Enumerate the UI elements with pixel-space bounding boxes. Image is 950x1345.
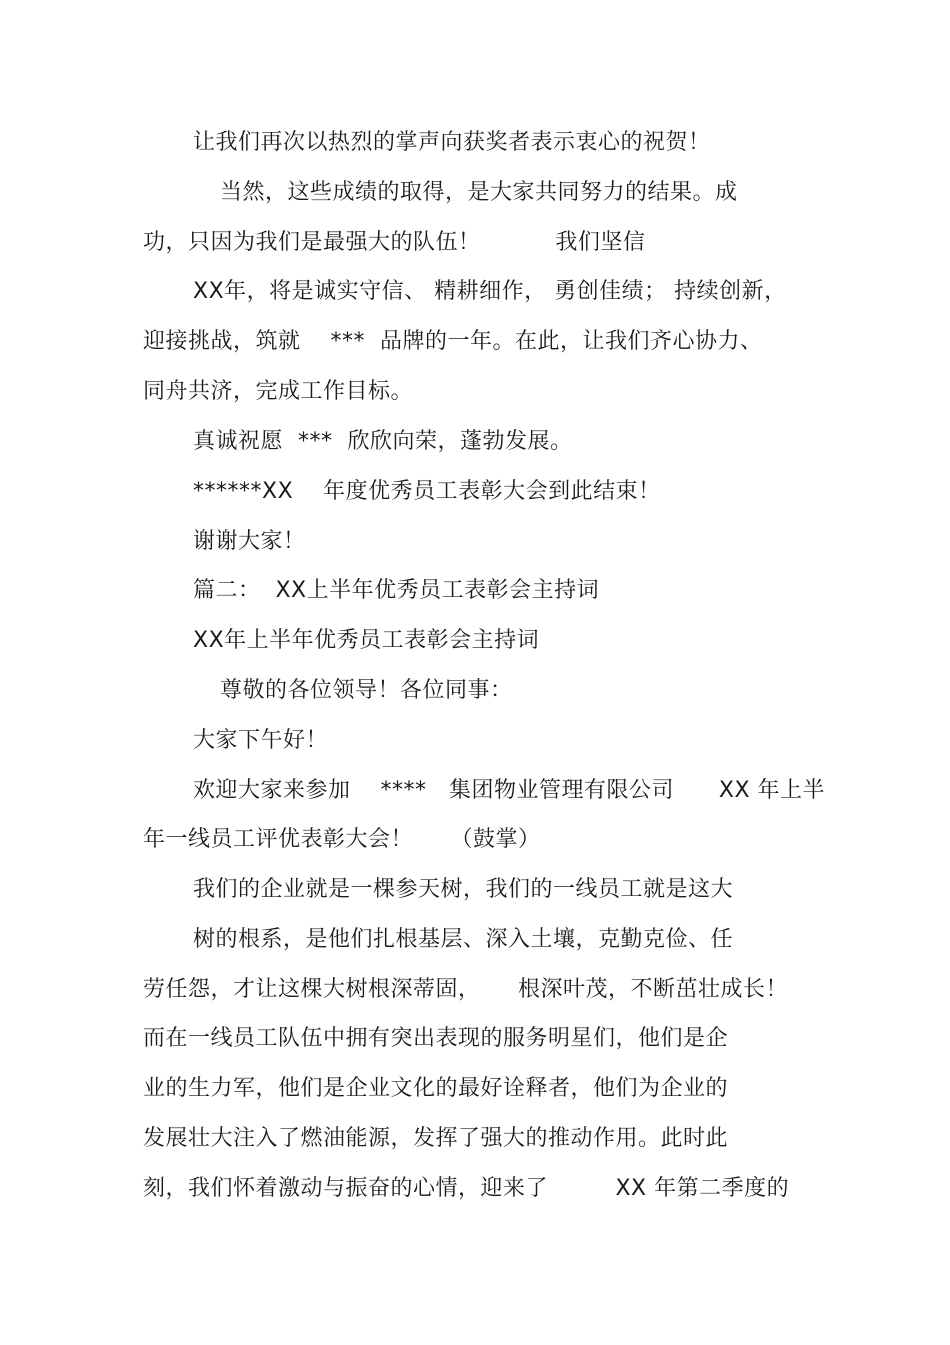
paragraph-line: XX年，将是诚实守信、 精耕细作， 勇创佳绩； 持续创新， [193,279,787,304]
paragraph-line: 同舟共济，完成工作目标。 [143,379,414,404]
paragraph-line: 谢谢大家！ [193,529,306,554]
paragraph-line: 刻，我们怀着激动与振奋的心情，迎来了 XX 年第二季度的 [143,1176,790,1201]
paragraph-line: 业的生力军，他们是企业文化的最好诠释者，他们为企业的 [143,1076,729,1101]
paragraph-line: 发展壮大注入了燃油能源，发挥了强大的推动作用。此时此 [143,1126,729,1151]
paragraph-line: 年一线员工评优表彰大会！ （鼓掌） [143,827,541,852]
greeting-line: 大家下午好！ [193,728,329,753]
section-heading: 篇二： XX上半年优秀员工表彰会主持词 [193,578,600,603]
paragraph-line: 迎接挑战，筑就 *** 品牌的一年。在此，让我们齐心协力、 [143,329,763,354]
paragraph-line: 我们的企业就是一棵参天树，我们的一线员工就是这大 [193,877,734,902]
paragraph-line: 让我们再次以热烈的掌声向获奖者表示衷心的祝贺！ [193,130,711,155]
paragraph-line: 劳任怨，才让这棵大树根深蒂固， 根深叶茂，不断茁壮成长！ [143,977,788,1002]
paragraph-line: 而在一线员工队伍中拥有突出表现的服务明星们，他们是企 [143,1026,729,1051]
paragraph-line: 欢迎大家来参加 **** 集团物业管理有限公司 XX 年上半 [193,778,826,803]
paragraph-line: 树的根系，是他们扎根基层、深入土壤，克勤克俭、任 [193,927,734,952]
paragraph-line: ******XX 年度优秀员工表彰大会到此结束！ [193,479,661,504]
greeting-line: 尊敬的各位领导！各位同事： [220,678,513,703]
paragraph-line: 功，只因为我们是最强大的队伍！ 我们坚信 [143,230,646,255]
paragraph-line: 真诚祝愿 *** 欣欣向荣，蓬勃发展。 [193,429,573,454]
paragraph-line: 当然，这些成绩的取得，是大家共同努力的结果。成 [220,180,738,205]
section-title: XX年上半年优秀员工表彰会主持词 [193,628,540,653]
